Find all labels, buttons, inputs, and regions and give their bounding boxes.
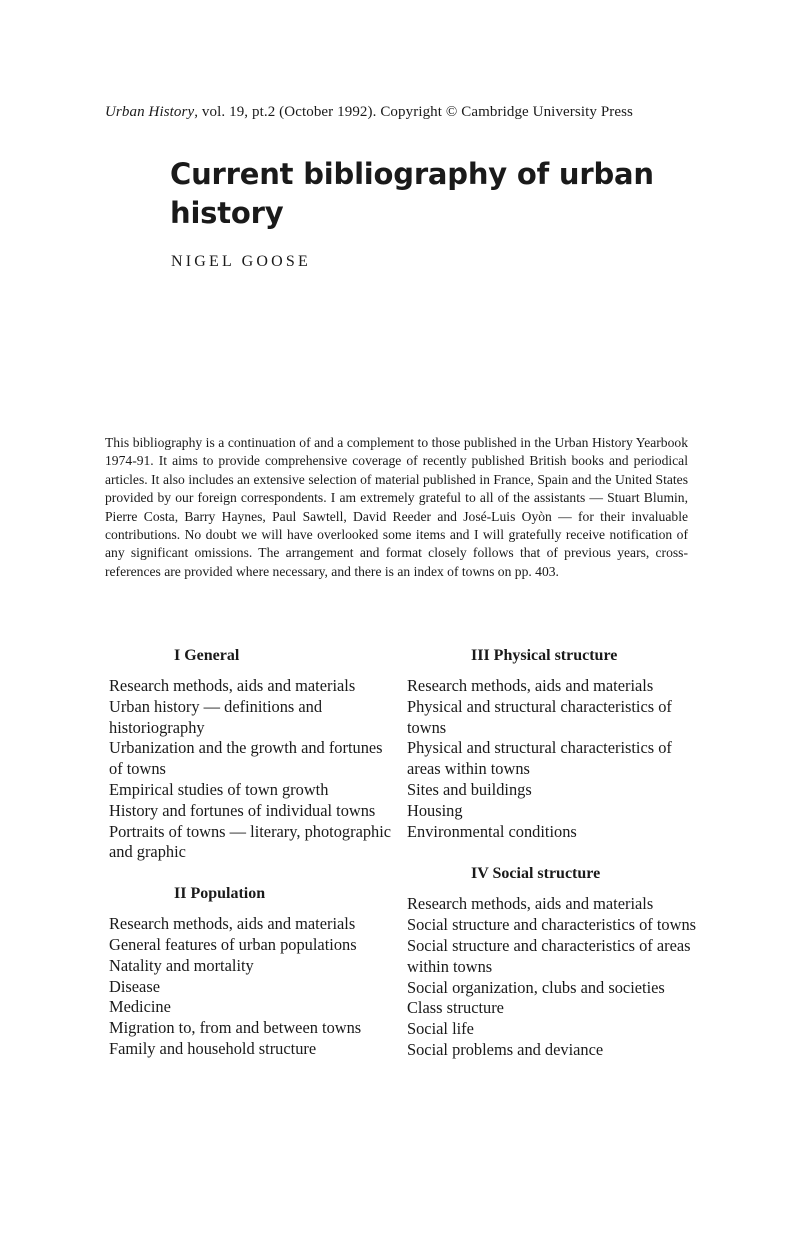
list-item: Portraits of towns — literary, photographic and graphic <box>109 821 392 862</box>
list-item: Natality and mortality <box>109 955 254 975</box>
contents-left-column <box>109 646 399 1060</box>
list-item: Family and household structure <box>109 1038 317 1058</box>
list-item: Disease <box>109 976 160 996</box>
list-item: Sites and buildings <box>407 779 532 799</box>
list-item: General features of urban populations <box>109 934 357 954</box>
section-social-structure <box>407 864 697 1060</box>
list-item: Housing <box>407 800 463 820</box>
list-item: Class structure <box>407 998 504 1018</box>
section-general <box>109 646 399 863</box>
article-author: NIGEL GOOSE <box>171 253 311 270</box>
list-item: Research methods, aids and materials <box>109 914 356 934</box>
list-item: Research methods, aids and materials <box>109 676 356 695</box>
article-title: Current bibliography of urban history <box>170 157 654 230</box>
running-header <box>105 104 633 121</box>
topic-list <box>407 676 697 842</box>
section-heading: IV Social structure <box>471 865 601 883</box>
list-item: Social life <box>407 1019 474 1039</box>
list-item: Social structure and characteristics of towns <box>407 915 697 935</box>
list-item: Research methods, aids and materials <box>407 894 654 914</box>
list-item: Social structure and characteristics of areas within towns <box>407 935 691 976</box>
section-population <box>109 884 399 1060</box>
list-item: Environmental conditions <box>407 821 577 841</box>
topic-list <box>109 914 399 1060</box>
list-item: Social organization, clubs and societies <box>407 977 665 997</box>
topic-list <box>109 676 399 863</box>
list-item: Empirical studies of town growth <box>109 779 329 799</box>
journal-name: Urban History <box>105 104 195 120</box>
list-item: Migration to, from and between towns <box>109 1018 362 1038</box>
section-heading: I General <box>174 647 240 664</box>
list-item: Urbanization and the growth and fortunes of towns <box>109 738 383 779</box>
section-heading: II Population <box>174 885 266 903</box>
list-item: Physical and structural characteristics of towns <box>407 696 672 737</box>
list-item: Research methods, aids and materials <box>407 676 654 695</box>
journal-citation: , vol. 19, pt.2 (October 1992). Copyright © Cambridge University Press <box>194 104 633 120</box>
list-item: Urban history — definitions and historiography <box>109 696 323 737</box>
contents-right-column <box>407 646 697 1061</box>
article-abstract: This bibliography is a continuation of and a complement to those published in the Urban History Yearbook 1974-91. It aims to provide comprehensive coverage of recently published British books and periodical articles. It also includes an extensive selection of material published in France, Spain and the United States provided by our foreign correspondents. I am extremely grateful to all of the assistants — Stuart Blumin, Pierre Costa, Barry Haynes, Paul Sawtell, David Reeder and José-Luis Oyòn — for their invaluable contributions. No doubt we will have overlooked some items and I will gratefully receive notification of any significant omissions. The arrangement and format closely follows that of previous years, cross-references are provided where necessary, and there is an index of towns on pp. 403. <box>105 435 688 579</box>
list-item: Physical and structural characteristics of areas within towns <box>407 738 672 779</box>
list-item: History and fortunes of individual towns <box>109 800 376 820</box>
topic-list <box>407 894 697 1060</box>
list-item: Medicine <box>109 997 171 1017</box>
section-physical-structure <box>407 646 697 842</box>
list-item: Social problems and deviance <box>407 1039 604 1059</box>
section-heading: III Physical structure <box>471 647 618 664</box>
